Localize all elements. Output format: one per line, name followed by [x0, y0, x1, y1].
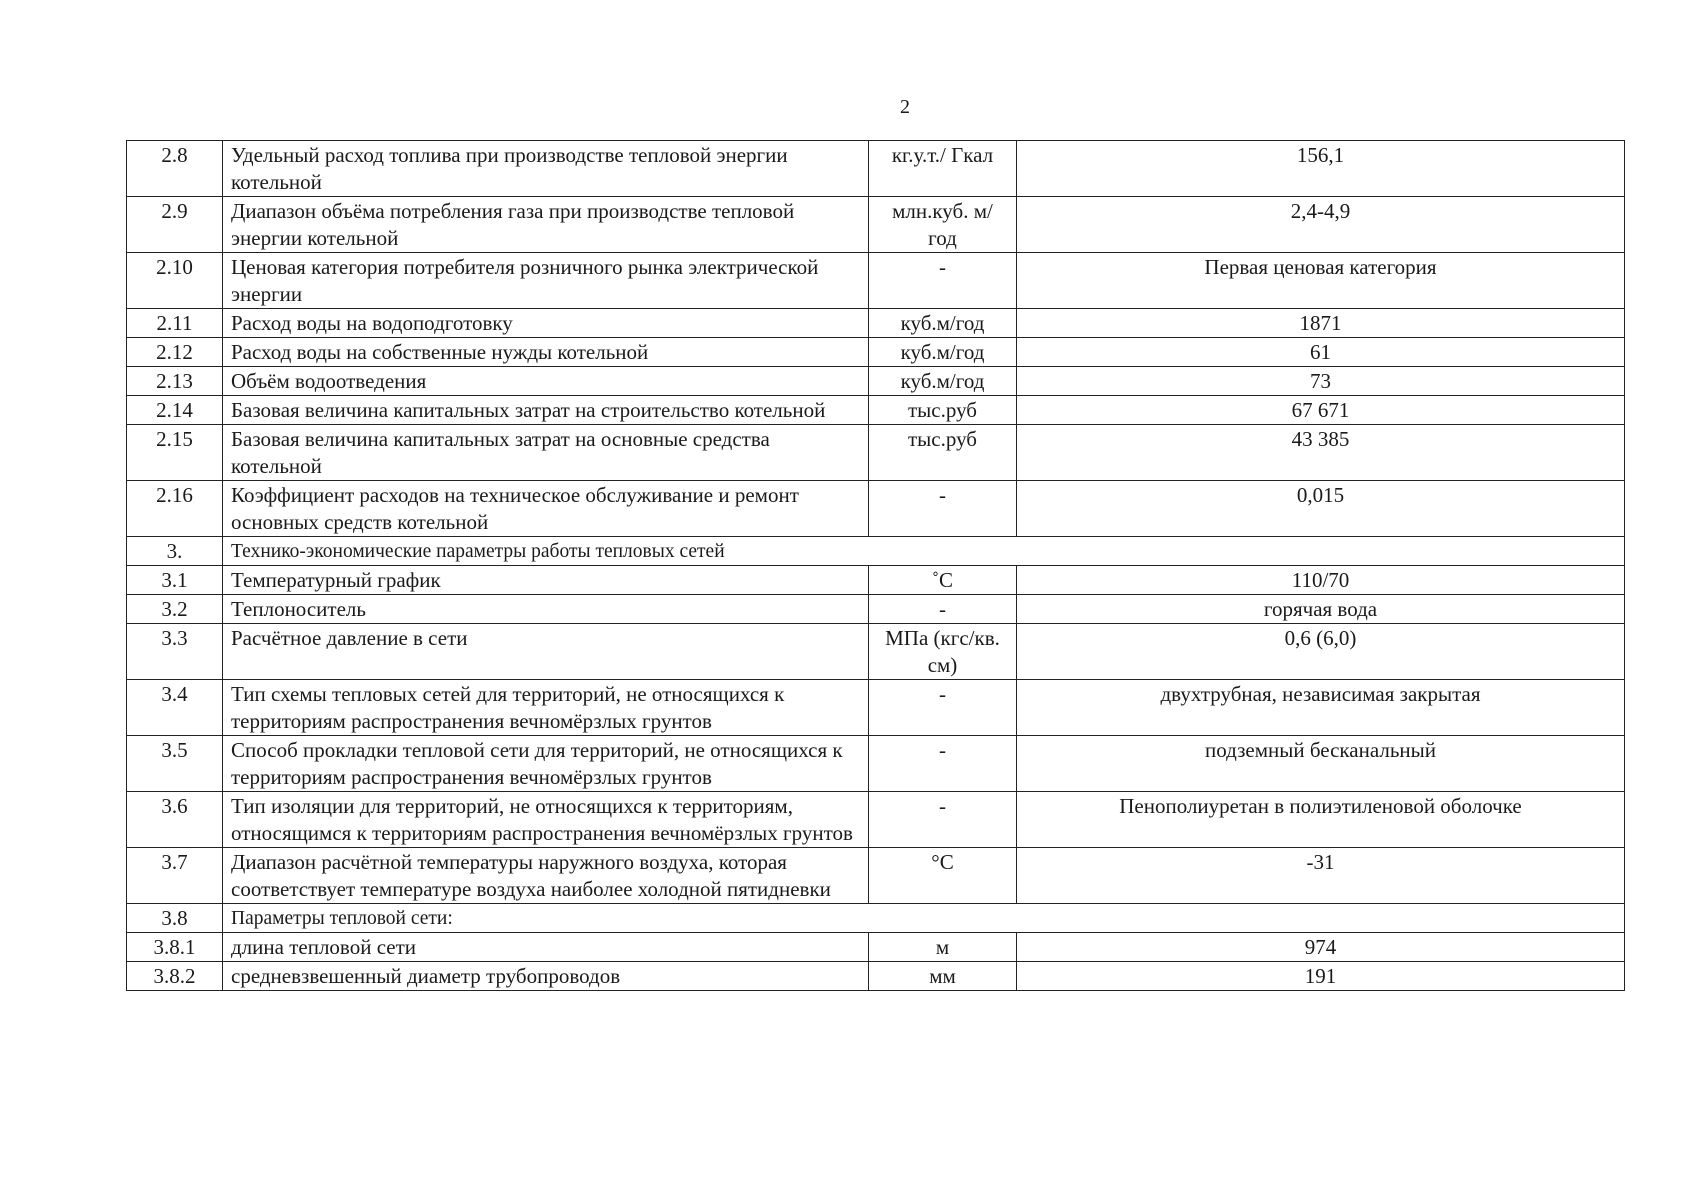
parameter-name: Ценовая категория потребителя розничного рынка электрической энергии	[223, 253, 869, 309]
parameter-name: Расход воды на водоподготовку	[223, 309, 869, 338]
parameter-name: Коэффициент расходов на техническое обслуживание и ремонт основных средств котельной	[223, 481, 869, 537]
table-row	[127, 253, 1625, 309]
unit: куб.м/год	[869, 338, 1017, 367]
value: 73	[1017, 367, 1625, 396]
unit: ˚С	[869, 566, 1017, 595]
row-number: 2.8	[127, 141, 223, 197]
unit: куб.м/год	[869, 367, 1017, 396]
table-row	[127, 141, 1625, 197]
row-number: 3.1	[127, 566, 223, 595]
unit: -	[869, 253, 1017, 309]
parameter-name: Теплоноситель	[223, 595, 869, 624]
table-row	[127, 624, 1625, 680]
table-row	[127, 848, 1625, 904]
table-row	[127, 481, 1625, 537]
section-number: 3.8	[127, 904, 223, 933]
table-row	[127, 425, 1625, 481]
value: 191	[1017, 962, 1625, 991]
parameter-name: Диапазон объёма потребления газа при производстве тепловой энергии котельной	[223, 197, 869, 253]
table-row	[127, 566, 1625, 595]
section-row	[127, 537, 1625, 566]
unit: кг.у.т./ Гкал	[869, 141, 1017, 197]
table-row	[127, 396, 1625, 425]
value: 43 385	[1017, 425, 1625, 481]
row-number: 3.2	[127, 595, 223, 624]
value: горячая вода	[1017, 595, 1625, 624]
parameter-name: Температурный график	[223, 566, 869, 595]
unit: тыс.руб	[869, 396, 1017, 425]
value: 156,1	[1017, 141, 1625, 197]
value: двухтрубная, независимая закрытая	[1017, 680, 1625, 736]
table-row	[127, 792, 1625, 848]
row-number: 2.16	[127, 481, 223, 537]
table-row	[127, 309, 1625, 338]
row-number: 3.7	[127, 848, 223, 904]
row-number: 3.3	[127, 624, 223, 680]
row-number: 2.15	[127, 425, 223, 481]
parameter-name: Объём водоотведения	[223, 367, 869, 396]
table-row	[127, 197, 1625, 253]
parameter-name: Базовая величина капитальных затрат на строительство котельной	[223, 396, 869, 425]
unit: °С	[869, 848, 1017, 904]
parameter-name: Расход воды на собственные нужды котельной	[223, 338, 869, 367]
row-number: 3.8.2	[127, 962, 223, 991]
row-number: 3.8.1	[127, 933, 223, 962]
table-row	[127, 962, 1625, 991]
table-row	[127, 595, 1625, 624]
parameters-table	[126, 140, 1625, 991]
row-number: 2.12	[127, 338, 223, 367]
row-number: 2.14	[127, 396, 223, 425]
unit: МПа (кгс/кв. см)	[869, 624, 1017, 680]
unit: -	[869, 481, 1017, 537]
parameter-name: Способ прокладки тепловой сети для территорий, не относящихся к территориям распространения вечномёрзлых грунтов	[223, 736, 869, 792]
parameter-name: Диапазон расчётной температуры наружного воздуха, которая соответствует температуре воздуха наиболее холодной пятидневки	[223, 848, 869, 904]
value: Первая ценовая категория	[1017, 253, 1625, 309]
table-row	[127, 680, 1625, 736]
value: -31	[1017, 848, 1625, 904]
row-number: 2.13	[127, 367, 223, 396]
value: 110/70	[1017, 566, 1625, 595]
row-number: 2.9	[127, 197, 223, 253]
parameter-name: Удельный расход топлива при производстве тепловой энергии котельной	[223, 141, 869, 197]
unit: -	[869, 736, 1017, 792]
row-number: 3.5	[127, 736, 223, 792]
value: 0,6 (6,0)	[1017, 624, 1625, 680]
value: Пенополиуретан в полиэтиленовой оболочке	[1017, 792, 1625, 848]
section-title: Параметры тепловой сети:	[223, 904, 1625, 933]
unit: -	[869, 595, 1017, 624]
section-number: 3.	[127, 537, 223, 566]
section-row	[127, 904, 1625, 933]
table-row	[127, 736, 1625, 792]
value: 61	[1017, 338, 1625, 367]
section-title: Технико-экономические параметры работы тепловых сетей	[223, 537, 1625, 566]
parameter-name: средневзвешенный диаметр трубопроводов	[223, 962, 869, 991]
value: 0,015	[1017, 481, 1625, 537]
parameter-name: Тип схемы тепловых сетей для территорий, не относящихся к территориям распространения вечномёрзлых грунтов	[223, 680, 869, 736]
table-row	[127, 933, 1625, 962]
parameter-name: длина тепловой сети	[223, 933, 869, 962]
unit: м	[869, 933, 1017, 962]
unit: тыс.руб	[869, 425, 1017, 481]
row-number: 2.11	[127, 309, 223, 338]
unit: -	[869, 680, 1017, 736]
value: 974	[1017, 933, 1625, 962]
value: 67 671	[1017, 396, 1625, 425]
parameter-name: Расчётное давление в сети	[223, 624, 869, 680]
value: 1871	[1017, 309, 1625, 338]
unit: куб.м/год	[869, 309, 1017, 338]
table-row	[127, 367, 1625, 396]
parameter-name: Тип изоляции для территорий, не относящихся к территориям, относящимся к территориям распространения вечномёрзлых грунтов	[223, 792, 869, 848]
row-number: 3.4	[127, 680, 223, 736]
parameter-name: Базовая величина капитальных затрат на основные средства котельной	[223, 425, 869, 481]
page-number: 2	[900, 96, 910, 118]
row-number: 3.6	[127, 792, 223, 848]
row-number: 2.10	[127, 253, 223, 309]
unit: мм	[869, 962, 1017, 991]
value: 2,4-4,9	[1017, 197, 1625, 253]
unit: млн.куб. м/ год	[869, 197, 1017, 253]
unit: -	[869, 792, 1017, 848]
table-row	[127, 338, 1625, 367]
value: подземный бесканальный	[1017, 736, 1625, 792]
